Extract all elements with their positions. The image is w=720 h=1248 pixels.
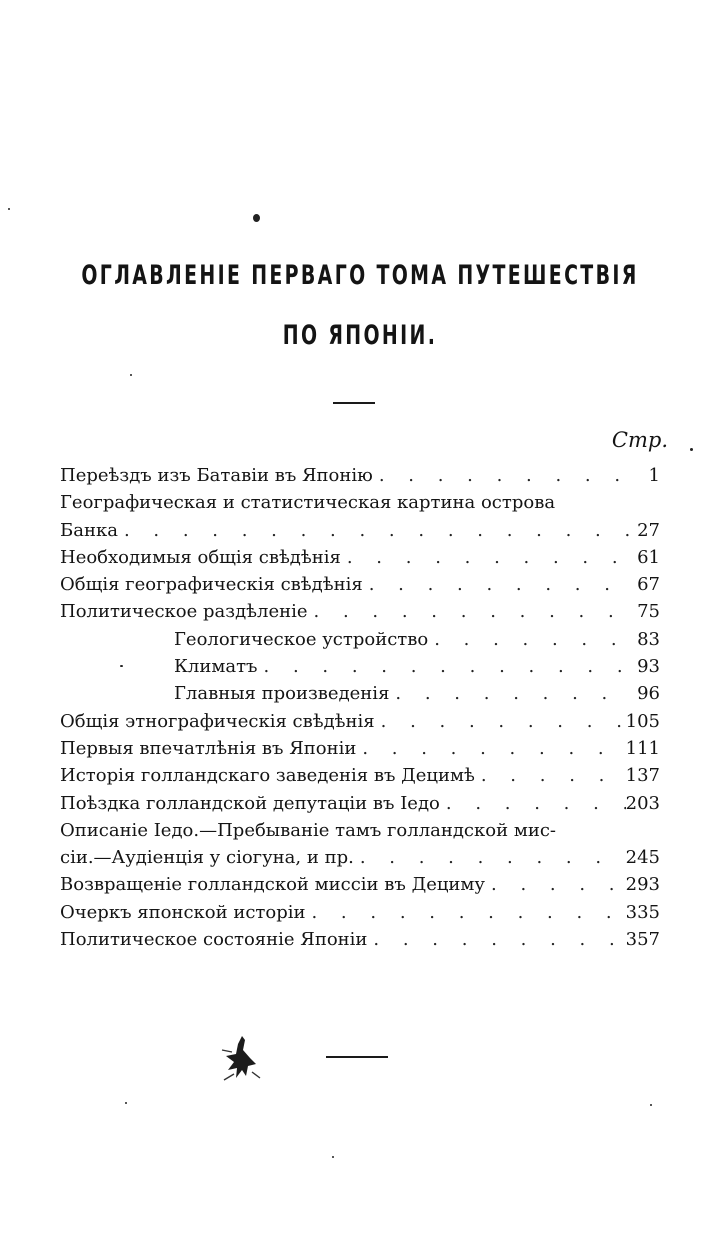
toc-dot-leader xyxy=(485,871,626,898)
toc-entry-title: Политическое состояніе Японіи xyxy=(60,929,368,951)
toc-entry-title: Необходимыя общія свѣдѣнія xyxy=(60,546,341,568)
toc-dot-leader xyxy=(258,653,630,680)
toc-entry-page: 75 xyxy=(637,601,660,623)
toc-entry xyxy=(56,517,660,544)
toc-dot-leader xyxy=(440,790,626,817)
toc-entry-page: 1 xyxy=(648,465,660,486)
toc-entry xyxy=(56,626,660,653)
toc-entry-page: 293 xyxy=(625,874,660,896)
toc-entry xyxy=(56,790,660,817)
toc-entry-page: 111 xyxy=(625,737,660,759)
toc-entry-title: Климатъ xyxy=(174,656,258,678)
toc-entry-title: Описаніе Іедо.—Пребываніе тамъ голландской мис- xyxy=(60,819,556,841)
title-separator-rule xyxy=(333,402,375,404)
toc-entry xyxy=(56,653,660,680)
page-column-label: Стр. xyxy=(611,428,668,452)
toc-entry-title: Главныя произведенія xyxy=(174,683,390,705)
toc-dot-leader xyxy=(308,598,630,625)
toc-entry-title: Геологическое устройство xyxy=(174,628,429,650)
printing-speck xyxy=(332,1156,334,1158)
toc-entry xyxy=(56,926,660,953)
toc-entry-title: Возвращеніе голландской миссіи въ Дециму xyxy=(60,874,486,896)
printing-speck xyxy=(130,374,132,376)
toc-entry xyxy=(56,544,660,571)
toc-entry xyxy=(56,871,660,898)
toc-entry-page: 83 xyxy=(637,628,660,650)
toc-entry-page: 357 xyxy=(625,929,660,951)
toc-dot-leader xyxy=(428,626,630,653)
toc-entry-page: 137 xyxy=(625,765,660,787)
toc-entry-page: 93 xyxy=(637,656,660,678)
toc-entry xyxy=(56,462,660,489)
toc-dot-leader xyxy=(389,680,630,707)
toc-entry-title: Географическая и статистическая картина острова xyxy=(60,492,556,514)
toc-dot-leader xyxy=(367,926,625,953)
toc-dot-leader xyxy=(373,462,630,489)
toc-entry-page: 67 xyxy=(637,574,660,596)
toc-entry xyxy=(56,817,660,844)
toc-entry xyxy=(56,762,660,789)
toc-entry-page: 245 xyxy=(625,847,660,869)
printer-ornament xyxy=(212,1030,268,1086)
toc-dot-leader xyxy=(341,544,630,571)
printing-speck xyxy=(8,208,10,210)
toc-entry xyxy=(56,571,660,598)
toc-dot-leader xyxy=(363,571,630,598)
toc-dot-leader xyxy=(375,708,626,735)
printing-speck xyxy=(125,1102,127,1104)
toc-entry xyxy=(56,598,660,625)
page-title-continued: ПО ЯПОНІИ. xyxy=(282,320,438,351)
toc-entry xyxy=(56,489,660,516)
toc-entry-page: 61 xyxy=(637,546,660,568)
toc-entry-page: 27 xyxy=(637,519,660,541)
toc-entry-page: 203 xyxy=(625,792,660,814)
toc-entry-page: 96 xyxy=(637,683,660,705)
printing-speck xyxy=(253,214,260,222)
toc-entry-title: Общія географическія свѣдѣнія xyxy=(60,574,363,596)
toc-entry-page: 105 xyxy=(625,710,660,732)
toc-entry-title: Банка xyxy=(60,519,118,541)
table-of-contents xyxy=(56,462,660,953)
toc-entry xyxy=(56,680,660,707)
page-title: ОГЛАВЛЕНІЕ ПЕРВАГО ТОМА ПУТЕШЕСТВІЯ xyxy=(81,260,639,291)
printing-speck xyxy=(650,1104,652,1106)
toc-entry-page: 335 xyxy=(625,901,660,923)
closing-rule xyxy=(326,1056,388,1058)
toc-entry-title: Очеркъ японской исторіи xyxy=(60,901,306,923)
toc-dot-leader xyxy=(475,762,626,789)
toc-entry xyxy=(56,844,660,871)
toc-entry xyxy=(56,899,660,926)
toc-dot-leader xyxy=(305,899,625,926)
toc-dot-leader xyxy=(118,517,630,544)
toc-entry xyxy=(56,735,660,762)
toc-entry xyxy=(56,708,660,735)
toc-entry-title: Общія этнографическія свѣдѣнія xyxy=(60,710,375,732)
toc-dot-leader xyxy=(354,844,626,871)
toc-entry-title: Первыя впечатлѣнія въ Японіи xyxy=(60,737,357,759)
toc-entry-title: Переѣздъ изъ Батавіи въ Японію xyxy=(60,465,373,486)
printing-speck xyxy=(690,448,693,451)
toc-entry-title: сіи.—Аудіенція у сіогуна, и пр. xyxy=(60,847,354,869)
toc-entry-title: Политическое раздѣленіе xyxy=(60,601,308,623)
toc-dot-leader xyxy=(356,735,625,762)
toc-entry-title: Поѣздка голландской депутаціи въ Іедо xyxy=(60,792,440,814)
toc-entry-title: Исторія голландскаго заведенія въ Децимѣ xyxy=(60,765,475,787)
